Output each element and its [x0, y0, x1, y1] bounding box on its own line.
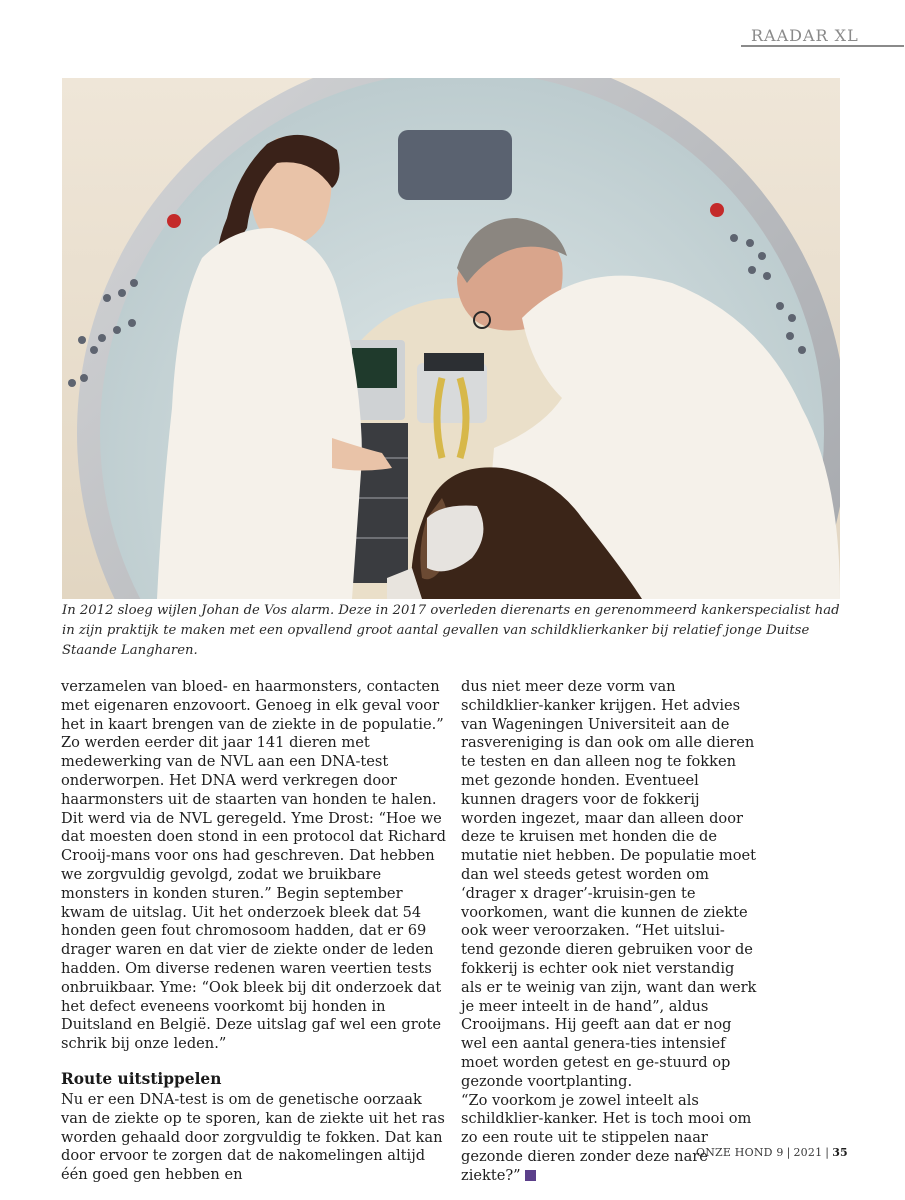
- article-column-right: [461, 678, 757, 1186]
- page-number: 35: [832, 1146, 848, 1159]
- subheading-route-uitstippelen: Route uitstippelen: [61, 1069, 222, 1088]
- body-paragraph: verzamelen van bloed- en haarmonsters, contacten met eigenaren enzovoort. Genoeg in elk geval voor het in kaart brengen van de ziekte in de populatie.” Zo werden eerder dit jaar 141 dieren met medewerking van de NVL aan een DNA-test onderworpen. Het DNA werd verkregen door haarmonsters uit de staarten van honden te halen. Dit werd via de NVL geregeld. Yme Drost: “Hoe we dat moesten doen stond in een protocol dat Richard Crooij-mans voor ons had geschreven. Dat hebben we zorgvuldig gevolgd, zodat we bruikbare monsters in konden sturen.” Begin september kwam de uitslag. Uit het onderzoek bleek dat 54 honden geen fout chromosoom hadden, dat er 69 drager waren en dat vier de ziekte onder de leden hadden. Om diverse redenen waren veertien tests onbruikbaar. Yme: “Ook bleek bij dit onderzoek dat het defect eveneens voorkomt bij honden in Duitsland en België. Deze uitslag gaf wel een grote schrik bij onze leden.”: [61, 678, 446, 1053]
- closing-paragraph: [461, 1092, 757, 1186]
- issue-year: 2021: [793, 1146, 823, 1159]
- end-of-article-square-icon: [525, 1170, 536, 1181]
- magazine-issue: ONZE HOND 9: [696, 1146, 784, 1159]
- body-paragraph: Nu er een DNA-test is om de genetische oorzaak van de ziekte op te sporen, kan de ziekte uit het ras worden gehaald door zorgvuldig te fokken. Dat kan door ervoor te zorgen dat de nakomelingen altijd één goed gen hebben en: [61, 1090, 445, 1184]
- body-paragraph: dus niet meer deze vorm van schildklier-kanker krijgen. Het advies van Wageningen Universiteit aan de rasvereniging is dan ook om alle dieren te testen en dan alleen nog te fokken met gezonde honden. Eventueel kunnen dragers voor de fokkerij worden ingezet, maar dan alleen door deze te kruisen met honden die de mutatie niet hebben. De populatie moet dan wel steeds getest worden om ‘drager x drager’-kruisin-gen te voorkomen, want die kunnen de ziekte ook weer veroorzaken. “Het uitslui-tend gezonde dieren gebruiken voor de fokkerij is echter ook niet verstandig als er te weinig van zijn, want dan werk je meer inteelt in de hand”, aldus Crooijmans. Hij geeft aan dat er nog wel een aantal genera-ties intensief moet worden getest en ge-stuurd op gezonde voortplanting.: [461, 678, 757, 1090]
- article-column-left: [61, 678, 446, 1185]
- article-photo: [62, 78, 840, 599]
- section-rule: [741, 45, 904, 47]
- photo-caption: In 2012 sloeg wijlen Johan de Vos alarm. Deze in 2017 overleden dierenarts en gerenommeerd kankerspecialist had in zijn praktijk te maken met een opvallend groot aantal gevallen van schildklierkanker bij relatief jonge Duitse Staande Langharen.: [62, 603, 840, 658]
- closing-quote: “Zo voorkom je zowel inteelt als schildklier-kanker. Het is toch mooi om zo een route uit te stippelen naar gezonde dieren zonder deze nare ziekte?”: [461, 1091, 752, 1184]
- section-label: RAADAR XL: [751, 26, 859, 45]
- page-footer: ONZE HOND 9 | 2021 | 35: [696, 1146, 848, 1159]
